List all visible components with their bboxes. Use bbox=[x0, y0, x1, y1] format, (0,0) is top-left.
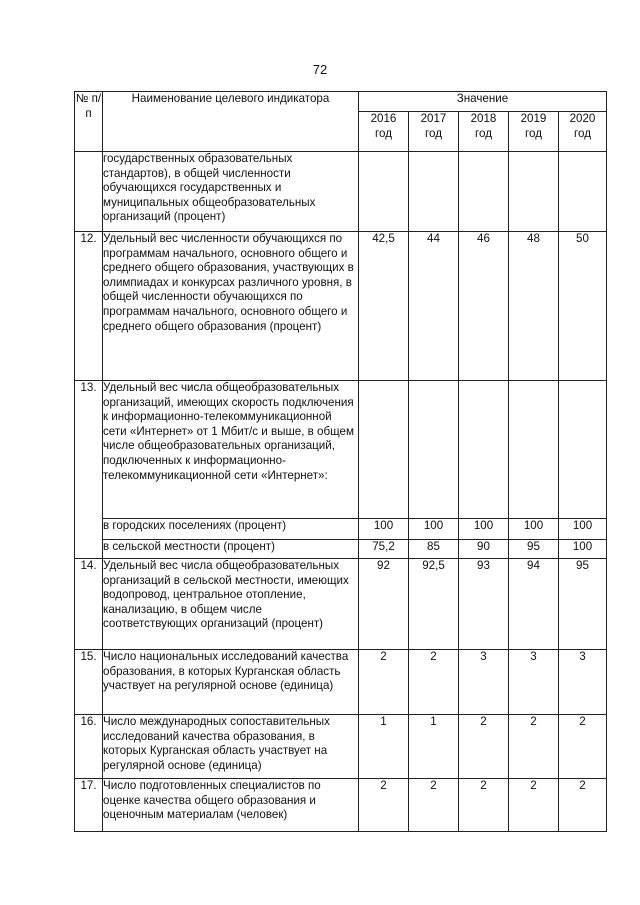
indicator-value: 46 bbox=[459, 232, 509, 381]
indicator-value bbox=[559, 381, 607, 519]
sub-indicator-value: 100 bbox=[559, 519, 607, 540]
indicator-value: 92 bbox=[359, 559, 409, 650]
page-number: 72 bbox=[312, 62, 328, 77]
year-unit: год bbox=[375, 126, 392, 140]
year-unit: год bbox=[425, 126, 442, 140]
table-row bbox=[75, 232, 607, 381]
table-row bbox=[75, 715, 607, 779]
indicator-name: государственных образовательных стандартов), в общей численности обучающихся государственных и муниципальных общеобразовательных организаций (процент) bbox=[103, 152, 359, 232]
year-label: 2016 bbox=[370, 112, 397, 125]
row-number: 16. bbox=[75, 715, 103, 779]
row-number bbox=[75, 152, 103, 232]
indicator-name: Число международных сопоставительных исследований качества образования, в которых Курганская область участвует на регулярной основе (единица) bbox=[103, 715, 359, 779]
indicator-value: 1 bbox=[409, 715, 459, 779]
header-value: Значение bbox=[359, 92, 607, 112]
row-number: 14. bbox=[75, 559, 103, 650]
indicator-value bbox=[559, 152, 607, 232]
indicator-value: 3 bbox=[559, 650, 607, 715]
indicator-name: Число подготовленных специалистов по оценке качества общего образования и оценочным материалам (человек) bbox=[103, 779, 359, 832]
indicator-value: 94 bbox=[509, 559, 559, 650]
indicator-value: 1 bbox=[359, 715, 409, 779]
header-name: Наименование целевого индикатора bbox=[103, 92, 359, 152]
indicator-value: 92,5 bbox=[409, 559, 459, 650]
sub-indicator-value: 95 bbox=[509, 540, 559, 559]
indicator-value: 2 bbox=[409, 650, 459, 715]
indicator-value: 44 bbox=[409, 232, 459, 381]
indicator-name: Удельный вес числа общеобразовательных организаций, имеющих скорость подключения к информационно-телекоммуникационной сети «Интернет» от 1 Мбит/с и выше, в общем числе общеобразовательных организаций, подключенных к информационно-телекоммуникационной сети «Интернет»: bbox=[103, 381, 359, 519]
row-number: 17. bbox=[75, 779, 103, 832]
indicator-value: 2 bbox=[459, 715, 509, 779]
indicator-value bbox=[359, 152, 409, 232]
table-row bbox=[75, 381, 607, 519]
indicator-value bbox=[459, 381, 509, 519]
indicator-value: 50 bbox=[559, 232, 607, 381]
indicator-value bbox=[409, 152, 459, 232]
sub-indicator-value: 100 bbox=[509, 519, 559, 540]
table-row bbox=[75, 152, 607, 232]
header-year-2016 bbox=[359, 112, 409, 152]
indicator-value: 3 bbox=[509, 650, 559, 715]
sub-indicator-name: в городских поселениях (процент) bbox=[103, 519, 359, 540]
header-year-2019 bbox=[509, 112, 559, 152]
row-number: 13. bbox=[75, 381, 103, 559]
indicator-value: 2 bbox=[559, 779, 607, 832]
table-subrow bbox=[75, 540, 607, 559]
indicator-value: 2 bbox=[409, 779, 459, 832]
table-subrow bbox=[75, 519, 607, 540]
row-number: 15. bbox=[75, 650, 103, 715]
year-label: 2018 bbox=[470, 112, 497, 125]
header-year-2018 bbox=[459, 112, 509, 152]
sub-indicator-value: 100 bbox=[409, 519, 459, 540]
indicator-value: 3 bbox=[459, 650, 509, 715]
year-unit: год bbox=[475, 126, 492, 140]
table-body bbox=[75, 152, 607, 832]
indicators-table bbox=[74, 91, 607, 832]
year-unit: год bbox=[525, 126, 542, 140]
indicator-name: Удельный вес числа общеобразовательных организаций в сельской местности, имеющих водопровод, центральное отопление, канализацию, в общем числе соответствующих организаций (процент) bbox=[103, 559, 359, 650]
year-label: 2017 bbox=[420, 112, 447, 125]
indicator-value: 2 bbox=[509, 779, 559, 832]
indicator-value: 2 bbox=[459, 779, 509, 832]
year-unit: год bbox=[574, 126, 591, 140]
indicator-value: 2 bbox=[359, 779, 409, 832]
header-year-2020 bbox=[559, 112, 607, 152]
indicator-value: 2 bbox=[509, 715, 559, 779]
indicator-value: 2 bbox=[559, 715, 607, 779]
indicator-value bbox=[359, 381, 409, 519]
indicator-name: Число национальных исследований качества образования, в которых Курганская область участвует на регулярной основе (единица) bbox=[103, 650, 359, 715]
sub-indicator-name: в сельской местности (процент) bbox=[103, 540, 359, 559]
indicator-value: 2 bbox=[359, 650, 409, 715]
indicator-value: 95 bbox=[559, 559, 607, 650]
table-row bbox=[75, 559, 607, 650]
sub-indicator-value: 100 bbox=[559, 540, 607, 559]
indicator-value bbox=[459, 152, 509, 232]
indicator-name: Удельный вес численности обучающихся по программам начального, основного общего и среднего общего образования, участвующих в олимпиадах и конкурсах различного уровня, в общей численности обучающихся по программам начального, основного общего и среднего общего образования (процент) bbox=[103, 232, 359, 381]
row-number: 12. bbox=[75, 232, 103, 381]
indicator-value bbox=[509, 152, 559, 232]
header-num: № п/п bbox=[75, 92, 103, 152]
indicator-value bbox=[409, 381, 459, 519]
indicator-value bbox=[509, 381, 559, 519]
indicator-value: 42,5 bbox=[359, 232, 409, 381]
indicator-value: 93 bbox=[459, 559, 509, 650]
sub-indicator-value: 90 bbox=[459, 540, 509, 559]
sub-indicator-value: 100 bbox=[359, 519, 409, 540]
year-label: 2020 bbox=[569, 112, 596, 125]
sub-indicator-value: 85 bbox=[409, 540, 459, 559]
table-row bbox=[75, 779, 607, 832]
indicator-value: 48 bbox=[509, 232, 559, 381]
sub-indicator-value: 75,2 bbox=[359, 540, 409, 559]
year-label: 2019 bbox=[520, 112, 547, 125]
header-year-2017 bbox=[409, 112, 459, 152]
sub-indicator-value: 100 bbox=[459, 519, 509, 540]
header-row bbox=[75, 92, 607, 112]
table-row bbox=[75, 650, 607, 715]
